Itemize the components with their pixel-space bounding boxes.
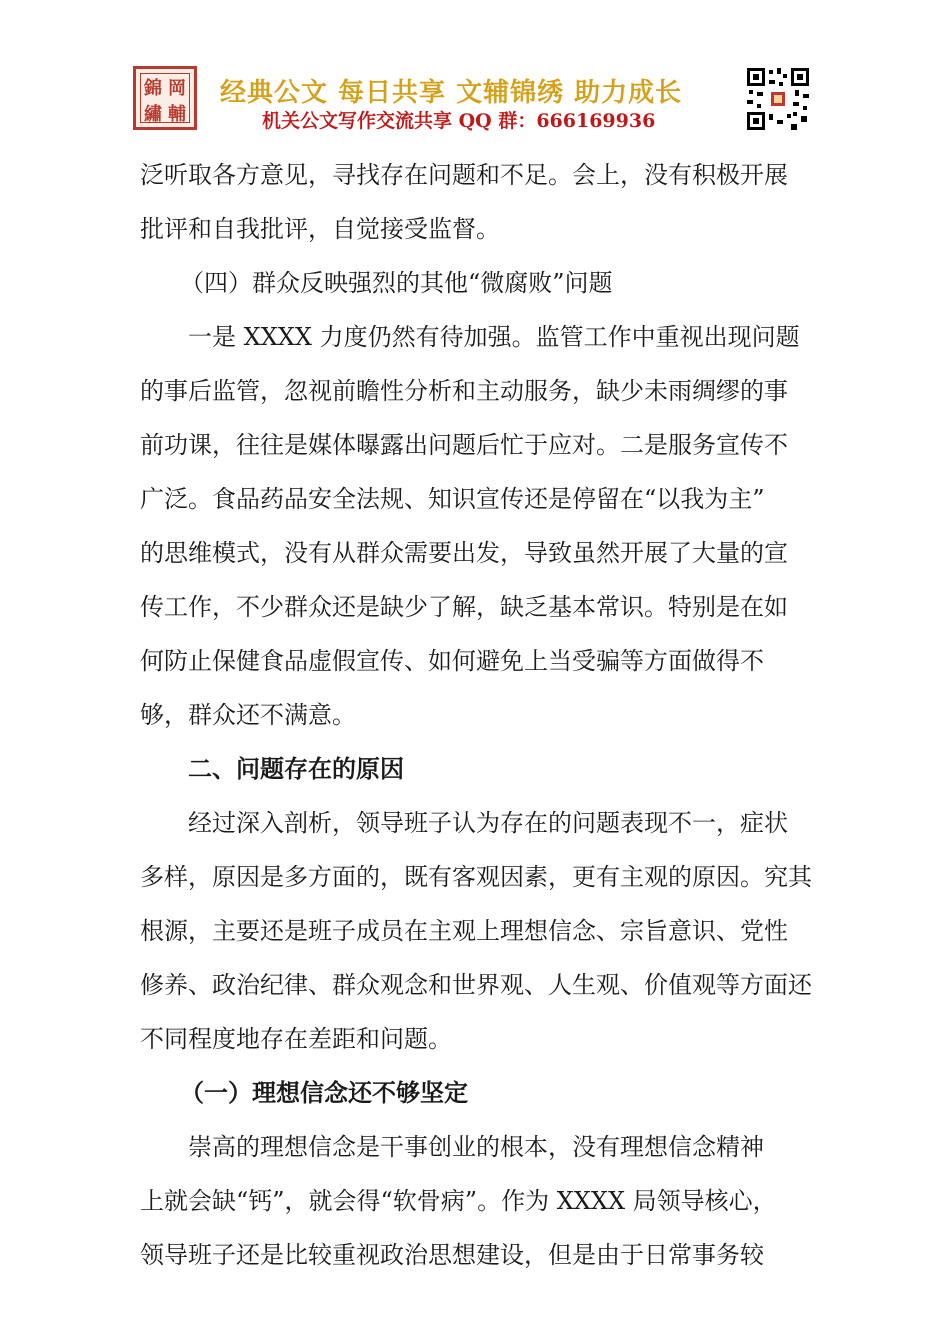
paragraph-line: 崇高的理想信念是干事创业的根本，没有理想信念精神 — [188, 1133, 764, 1161]
paragraph-line: 修养、政治纪律、群众观念和世界观、人生观、价值观等方面还 — [140, 971, 812, 999]
logo-char: 錦 — [144, 78, 162, 99]
paragraph-line: 的事后监管，忽视前瞻性分析和主动服务，缺少未雨绸缪的事 — [140, 377, 788, 405]
paragraph-line: 不同程度地存在差距和问题。 — [140, 1025, 452, 1053]
header-slogan: 经典公文 每日共享 文辅锦绣 助力成长 — [220, 78, 683, 108]
logo — [133, 66, 197, 130]
logo-char: 輔 — [168, 104, 186, 125]
paragraph-line: 一是 XXXX 力度仍然有待加强。监管工作中重视出现问题 — [188, 323, 800, 351]
paragraph-line: 何防止保健食品虚假宣传、如何避免上当受骗等方面做得不 — [140, 647, 764, 675]
paragraph-line: 的思维模式，没有从群众需要出发，导致虽然开展了大量的宣 — [140, 539, 788, 567]
paragraph-line: 上就会缺“钙”，就会得“软骨病”。作为 XXXX 局领导核心， — [140, 1187, 777, 1215]
paragraph-line: 经过深入剖析，领导班子认为存在的问题表现不一，症状 — [188, 809, 788, 837]
paragraph-line: 广泛。食品药品安全法规、知识宣传还是停留在“以我为主” — [140, 485, 765, 513]
qq-group-line: 机关公文写作交流共享 QQ 群：666169936 — [262, 110, 656, 132]
paragraph-line: 多样，原因是多方面的，既有客观因素，更有主观的原因。究其 — [140, 863, 812, 891]
subsection-heading: （四）群众反映强烈的其他“微腐败”问题 — [180, 269, 613, 297]
section-heading: 二、问题存在的原因 — [188, 755, 404, 783]
logo-char: 繡 — [144, 104, 162, 125]
document-body — [140, 152, 820, 1286]
paragraph-line: 批评和自我批评，自觉接受监督。 — [140, 215, 500, 243]
paragraph-line: 够，群众还不满意。 — [140, 701, 356, 729]
paragraph-line: 前功课，往往是媒体曝露出问题后忙于应对。二是服务宣传不 — [140, 431, 788, 459]
paragraph-line: 领导班子还是比较重视政治思想建设，但是由于日常事务较 — [140, 1241, 764, 1269]
paragraph-line: 根源，主要还是班子成员在主观上理想信念、宗旨意识、党性 — [140, 917, 788, 945]
qr-code-icon — [745, 66, 811, 132]
paragraph-line: 传工作，不少群众还是缺少了解，缺乏基本常识。特别是在如 — [140, 593, 788, 621]
logo-char: 岡 — [168, 78, 186, 99]
page-header — [0, 0, 950, 150]
subsection-heading: （一）理想信念还不够坚定 — [180, 1079, 468, 1107]
paragraph-line: 泛听取各方意见，寻找存在问题和不足。会上，没有积极开展 — [140, 161, 788, 189]
